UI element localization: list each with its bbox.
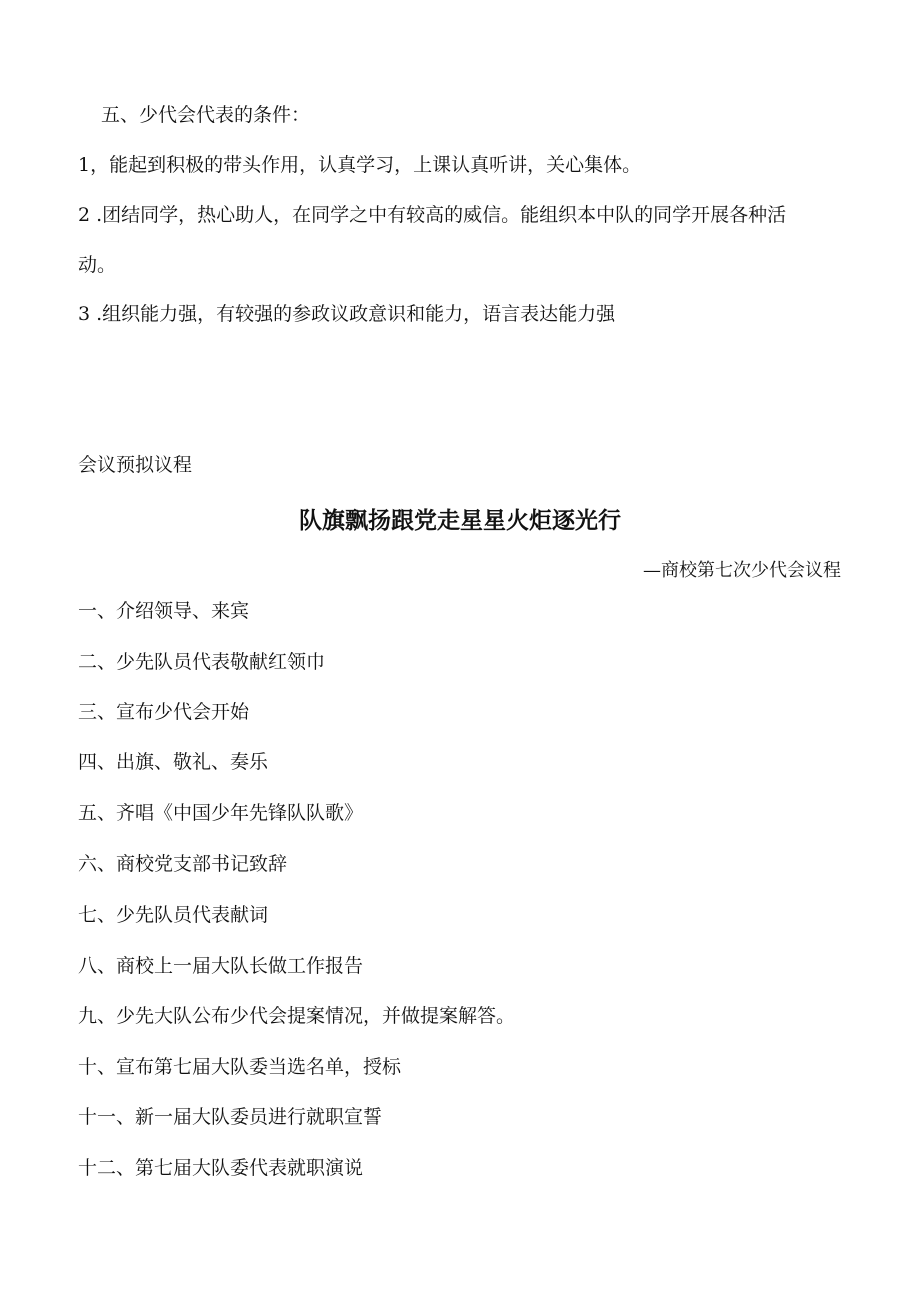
condition-item-2: 2 .团结同学，热心助人，在同学之中有较高的威信。能组织本中队的同学开展各种活 <box>78 204 787 226</box>
condition-item-2-continued: 动。 <box>78 254 117 276</box>
agenda-item-11: 十一、新一届大队委员进行就职宣誓 <box>78 1106 383 1128</box>
condition-item-3: 3 .组织能力强，有较强的参政议政意识和能力，语言表达能力强 <box>78 303 616 325</box>
agenda-item-6: 六、商校党支部书记致辞 <box>78 853 288 875</box>
agenda-item-1: 一、介绍领导、来宾 <box>78 600 250 622</box>
conditions-heading: 五、少代会代表的条件： <box>101 104 311 126</box>
agenda-item-10: 十、宣布第七届大队委当选名单，授标 <box>78 1056 402 1078</box>
agenda-item-8: 八、商校上一届大队长做工作报告 <box>78 955 364 977</box>
agenda-subtitle: —商校第七次少代会议程 <box>643 560 841 581</box>
agenda-item-7: 七、少先队员代表献词 <box>78 904 269 926</box>
agenda-item-2: 二、少先队员代表敬献红领巾 <box>78 651 326 673</box>
condition-item-1: 1，能起到积极的带头作用，认真学习，上课认真听讲，关心集体。 <box>78 154 642 176</box>
agenda-label: 会议预拟议程 <box>78 454 193 476</box>
agenda-item-5: 五、齐唱《中国少年先锋队队歌》 <box>78 802 364 824</box>
agenda-title: 队旗飘扬跟党走星星火炬逐光行 <box>299 507 621 534</box>
agenda-item-3: 三、宣布少代会开始 <box>78 701 250 723</box>
agenda-item-4: 四、出旗、敬礼、奏乐 <box>78 751 269 773</box>
agenda-item-12: 十二、第七届大队委代表就职演说 <box>78 1157 364 1179</box>
agenda-item-9: 九、少先大队公布少代会提案情况，并做提案解答。 <box>78 1005 516 1027</box>
